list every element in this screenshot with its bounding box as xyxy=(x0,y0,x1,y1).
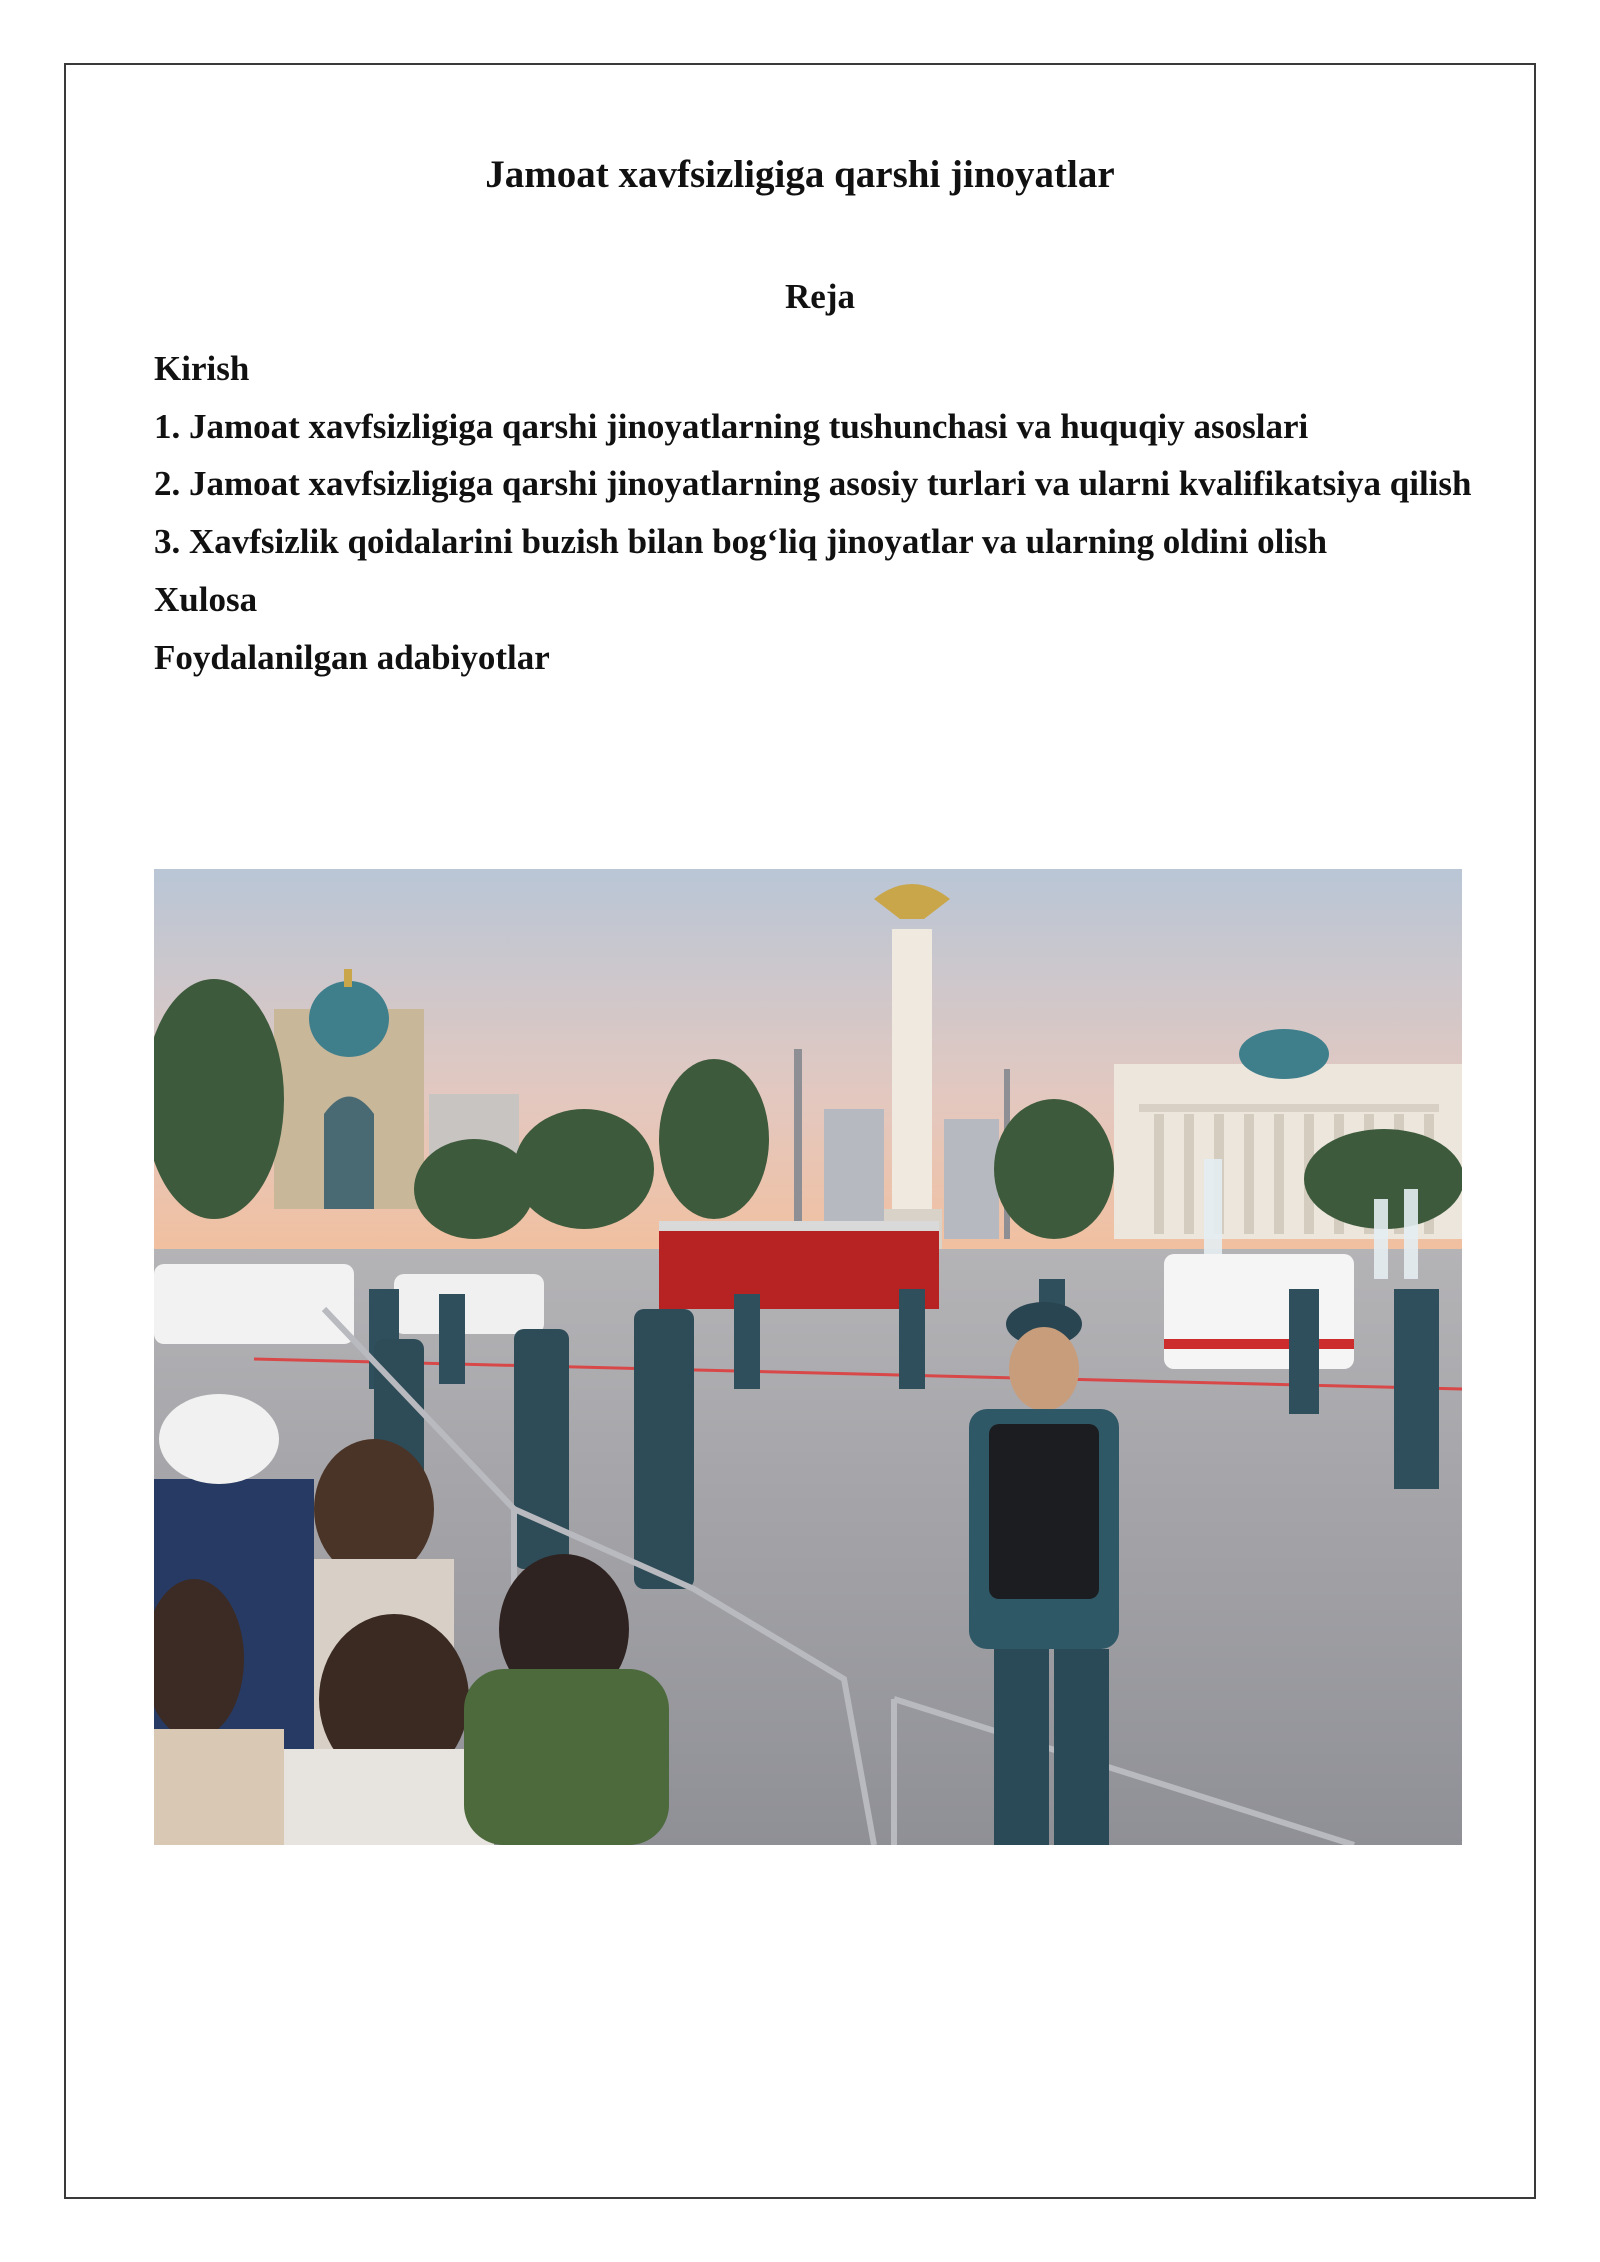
document-title: Jamoat xavfsizligiga qarshi jinoyatlar xyxy=(485,153,1115,196)
table-of-contents xyxy=(154,343,1494,690)
toc-item-conclusion: Xulosa xyxy=(154,580,258,619)
toc-item-references: Foydalanilgan adabiyotlar xyxy=(154,638,550,677)
plan-heading: Reja xyxy=(785,277,855,316)
toc-item-1: 1. Jamoat xavfsizligiga qarshi jinoyatlarning tushunchasi va huquqiy asoslari xyxy=(154,407,1309,446)
toc-item-introduction: Kirish xyxy=(154,349,250,388)
public-security-scene-photo xyxy=(154,869,1462,1845)
toc-item-3: 3. Xavfsizlik qoidalarini buzish bilan bog‘liq jinoyatlar va ularning oldini olish xyxy=(154,522,1328,561)
toc-item-2: 2. Jamoat xavfsizligiga qarshi jinoyatlarning asosiy turlari va ularni kvalifikatsiya qilish xyxy=(154,464,1472,503)
